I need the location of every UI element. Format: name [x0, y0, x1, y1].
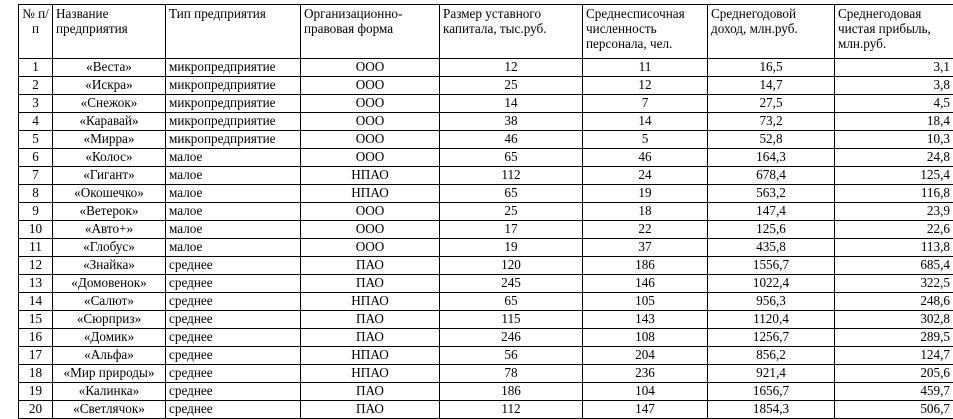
cell-staff: 18	[583, 203, 708, 221]
cell-profit: 116,8	[835, 185, 953, 203]
cell-name: «Искра»	[53, 77, 166, 95]
cell-number: 3	[19, 95, 53, 113]
cell-income: 14,7	[708, 77, 835, 95]
cell-capital: 17	[440, 221, 583, 239]
header-name: Название предприятия	[53, 5, 166, 59]
cell-profit: 248,6	[835, 293, 953, 311]
cell-capital: 120	[440, 257, 583, 275]
cell-income: 16,5	[708, 59, 835, 77]
table-row	[19, 275, 953, 293]
cell-profit: 10,3	[835, 131, 953, 149]
cell-number: 17	[19, 347, 53, 365]
cell-number: 12	[19, 257, 53, 275]
header-number: № п/п	[19, 5, 53, 59]
cell-staff: 14	[583, 113, 708, 131]
cell-capital: 65	[440, 293, 583, 311]
cell-staff: 147	[583, 401, 708, 419]
cell-name: «Сюрприз»	[53, 311, 166, 329]
cell-income: 1256,7	[708, 329, 835, 347]
cell-staff: 7	[583, 95, 708, 113]
cell-legal-form: ПАО	[301, 275, 440, 293]
cell-profit: 3,1	[835, 59, 953, 77]
cell-profit: 24,8	[835, 149, 953, 167]
cell-income: 27,5	[708, 95, 835, 113]
cell-number: 2	[19, 77, 53, 95]
cell-profit: 322,5	[835, 275, 953, 293]
header-type: Тип предприятия	[166, 5, 301, 59]
cell-profit: 18,4	[835, 113, 953, 131]
cell-name: «Калинка»	[53, 383, 166, 401]
cell-name: «Домовенок»	[53, 275, 166, 293]
cell-name: «Веста»	[53, 59, 166, 77]
cell-number: 19	[19, 383, 53, 401]
cell-profit: 3,8	[835, 77, 953, 95]
cell-income: 73,2	[708, 113, 835, 131]
table-body	[19, 59, 953, 419]
cell-profit: 302,8	[835, 311, 953, 329]
cell-staff: 12	[583, 77, 708, 95]
cell-type: малое	[166, 167, 301, 185]
cell-profit: 205,6	[835, 365, 953, 383]
cell-name: «Снежок»	[53, 95, 166, 113]
cell-legal-form: ООО	[301, 239, 440, 257]
header-profit: Среднегодовая чистая прибыль, млн.руб.	[835, 5, 953, 59]
cell-profit: 125,4	[835, 167, 953, 185]
cell-type: среднее	[166, 293, 301, 311]
cell-name: «Глобус»	[53, 239, 166, 257]
cell-number: 9	[19, 203, 53, 221]
cell-name: «Мир природы»	[53, 365, 166, 383]
cell-type: среднее	[166, 383, 301, 401]
cell-number: 16	[19, 329, 53, 347]
cell-type: малое	[166, 185, 301, 203]
cell-name: «Авто+»	[53, 221, 166, 239]
cell-income: 125,6	[708, 221, 835, 239]
table-row	[19, 221, 953, 239]
cell-staff: 108	[583, 329, 708, 347]
cell-legal-form: ПАО	[301, 329, 440, 347]
cell-type: малое	[166, 221, 301, 239]
table-row	[19, 149, 953, 167]
cell-name: «Салют»	[53, 293, 166, 311]
cell-type: микропредприятие	[166, 113, 301, 131]
cell-capital: 246	[440, 329, 583, 347]
cell-number: 6	[19, 149, 53, 167]
cell-name: «Знайка»	[53, 257, 166, 275]
cell-capital: 65	[440, 149, 583, 167]
cell-income: 1022,4	[708, 275, 835, 293]
cell-capital: 112	[440, 401, 583, 419]
cell-staff: 146	[583, 275, 708, 293]
cell-number: 15	[19, 311, 53, 329]
cell-number: 11	[19, 239, 53, 257]
cell-income: 956,3	[708, 293, 835, 311]
table-row	[19, 293, 953, 311]
cell-name: «Окошечко»	[53, 185, 166, 203]
cell-legal-form: ПАО	[301, 311, 440, 329]
table-row	[19, 59, 953, 77]
cell-income: 435,8	[708, 239, 835, 257]
cell-legal-form: ООО	[301, 59, 440, 77]
table-row	[19, 365, 953, 383]
cell-number: 18	[19, 365, 53, 383]
cell-income: 856,2	[708, 347, 835, 365]
cell-name: «Альфа»	[53, 347, 166, 365]
cell-income: 147,4	[708, 203, 835, 221]
cell-legal-form: ООО	[301, 95, 440, 113]
cell-number: 10	[19, 221, 53, 239]
cell-number: 14	[19, 293, 53, 311]
cell-number: 5	[19, 131, 53, 149]
cell-legal-form: НПАО	[301, 185, 440, 203]
table-row	[19, 167, 953, 185]
cell-staff: 22	[583, 221, 708, 239]
cell-capital: 78	[440, 365, 583, 383]
cell-income: 678,4	[708, 167, 835, 185]
cell-type: среднее	[166, 347, 301, 365]
cell-number: 20	[19, 401, 53, 419]
cell-staff: 46	[583, 149, 708, 167]
cell-income: 921,4	[708, 365, 835, 383]
cell-type: микропредприятие	[166, 95, 301, 113]
cell-legal-form: НПАО	[301, 347, 440, 365]
cell-capital: 14	[440, 95, 583, 113]
cell-name: «Колос»	[53, 149, 166, 167]
cell-name: «Домик»	[53, 329, 166, 347]
cell-name: «Ветерок»	[53, 203, 166, 221]
cell-legal-form: ООО	[301, 77, 440, 95]
cell-staff: 104	[583, 383, 708, 401]
cell-legal-form: ООО	[301, 221, 440, 239]
table-row	[19, 311, 953, 329]
cell-profit: 506,7	[835, 401, 953, 419]
cell-type: среднее	[166, 311, 301, 329]
cell-capital: 65	[440, 185, 583, 203]
cell-staff: 5	[583, 131, 708, 149]
cell-profit: 685,4	[835, 257, 953, 275]
header-capital: Размер уставного капитала, тыс.руб.	[440, 5, 583, 59]
cell-staff: 24	[583, 167, 708, 185]
header-legal-form: Организационно-правовая форма	[301, 5, 440, 59]
cell-type: среднее	[166, 365, 301, 383]
cell-legal-form: ООО	[301, 203, 440, 221]
cell-name: «Светлячок»	[53, 401, 166, 419]
cell-income: 1656,7	[708, 383, 835, 401]
cell-capital: 25	[440, 77, 583, 95]
cell-legal-form: ПАО	[301, 257, 440, 275]
table-row	[19, 131, 953, 149]
cell-capital: 112	[440, 167, 583, 185]
table-row	[19, 257, 953, 275]
cell-profit: 124,7	[835, 347, 953, 365]
cell-income: 164,3	[708, 149, 835, 167]
cell-type: микропредприятие	[166, 59, 301, 77]
cell-legal-form: ООО	[301, 131, 440, 149]
cell-number: 13	[19, 275, 53, 293]
cell-profit: 113,8	[835, 239, 953, 257]
cell-legal-form: ПАО	[301, 401, 440, 419]
cell-profit: 289,5	[835, 329, 953, 347]
cell-staff: 105	[583, 293, 708, 311]
cell-capital: 38	[440, 113, 583, 131]
cell-legal-form: ПАО	[301, 383, 440, 401]
table-row	[19, 203, 953, 221]
cell-capital: 245	[440, 275, 583, 293]
cell-capital: 186	[440, 383, 583, 401]
cell-type: среднее	[166, 329, 301, 347]
table-row	[19, 383, 953, 401]
cell-income: 1854,3	[708, 401, 835, 419]
cell-legal-form: НПАО	[301, 293, 440, 311]
cell-type: малое	[166, 239, 301, 257]
cell-staff: 236	[583, 365, 708, 383]
cell-staff: 19	[583, 185, 708, 203]
cell-type: малое	[166, 203, 301, 221]
cell-type: среднее	[166, 275, 301, 293]
cell-capital: 56	[440, 347, 583, 365]
header-staff: Среднесписочная численность персонала, чел.	[583, 5, 708, 59]
cell-type: среднее	[166, 401, 301, 419]
cell-name: «Мирра»	[53, 131, 166, 149]
cell-name: «Каравай»	[53, 113, 166, 131]
cell-capital: 12	[440, 59, 583, 77]
cell-number: 8	[19, 185, 53, 203]
cell-profit: 459,7	[835, 383, 953, 401]
cell-income: 52,8	[708, 131, 835, 149]
cell-legal-form: ООО	[301, 149, 440, 167]
cell-capital: 115	[440, 311, 583, 329]
enterprises-table	[18, 4, 953, 419]
cell-income: 1120,4	[708, 311, 835, 329]
cell-staff: 11	[583, 59, 708, 77]
table-row	[19, 239, 953, 257]
cell-staff: 143	[583, 311, 708, 329]
cell-number: 7	[19, 167, 53, 185]
cell-legal-form: НПАО	[301, 365, 440, 383]
cell-type: микропредприятие	[166, 77, 301, 95]
cell-profit: 4,5	[835, 95, 953, 113]
cell-type: микропредприятие	[166, 131, 301, 149]
table-row	[19, 95, 953, 113]
cell-capital: 25	[440, 203, 583, 221]
cell-type: среднее	[166, 257, 301, 275]
cell-name: «Гигант»	[53, 167, 166, 185]
cell-staff: 186	[583, 257, 708, 275]
cell-capital: 46	[440, 131, 583, 149]
cell-legal-form: ООО	[301, 113, 440, 131]
cell-capital: 19	[440, 239, 583, 257]
cell-income: 1556,7	[708, 257, 835, 275]
cell-type: малое	[166, 149, 301, 167]
header-income: Среднегодовой доход, млн.руб.	[708, 5, 835, 59]
table-row	[19, 185, 953, 203]
cell-staff: 37	[583, 239, 708, 257]
cell-staff: 204	[583, 347, 708, 365]
table-row	[19, 329, 953, 347]
cell-number: 1	[19, 59, 53, 77]
cell-income: 563,2	[708, 185, 835, 203]
cell-profit: 22,6	[835, 221, 953, 239]
cell-legal-form: НПАО	[301, 167, 440, 185]
header-row	[19, 5, 953, 59]
table-row	[19, 113, 953, 131]
table-row	[19, 347, 953, 365]
cell-number: 4	[19, 113, 53, 131]
cell-profit: 23,9	[835, 203, 953, 221]
table-row	[19, 77, 953, 95]
